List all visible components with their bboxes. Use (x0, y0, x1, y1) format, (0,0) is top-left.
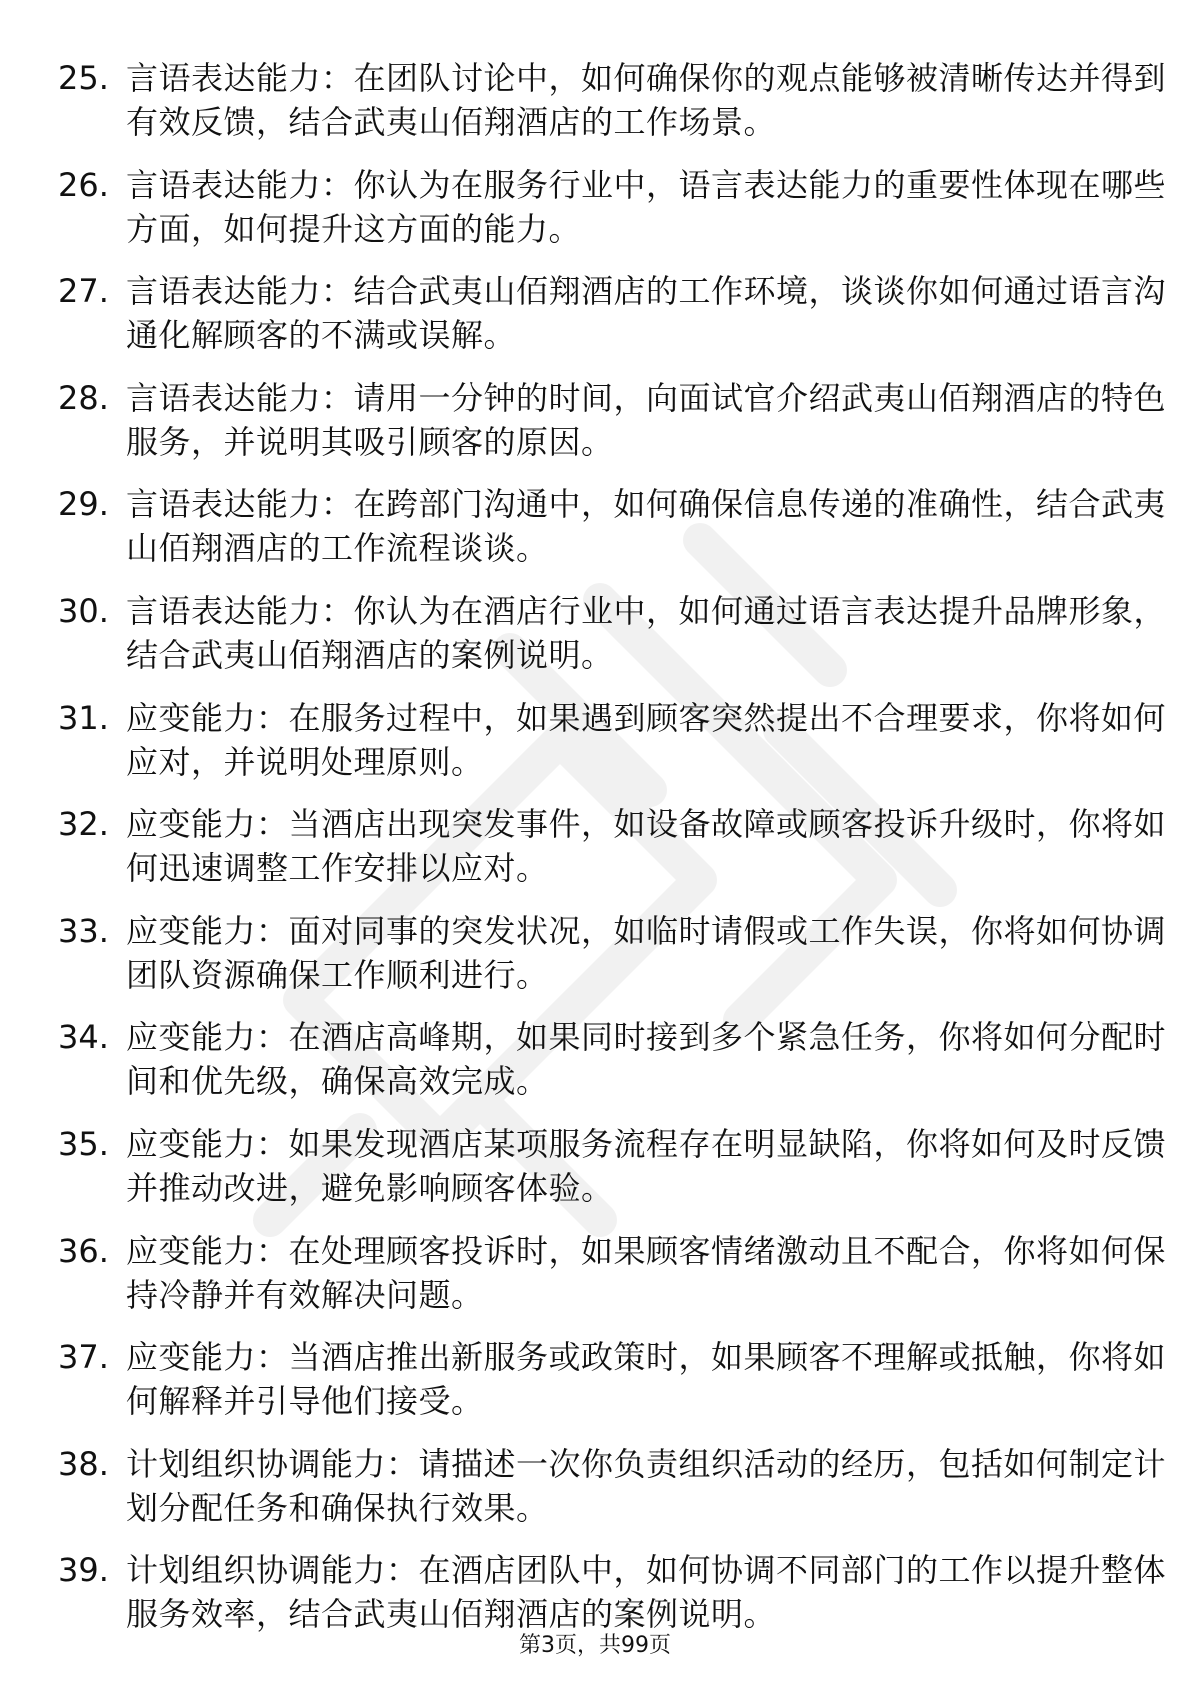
question-item (58, 1335, 1167, 1442)
question-number: 31. (58, 698, 109, 737)
question-item (58, 376, 1167, 483)
question-item (58, 269, 1167, 376)
question-number: 37. (58, 1338, 109, 1377)
question-text: 应变能力：在处理顾客投诉时，如果顾客情绪激动且不配合，你将如何保持冷静并有效解决问题。 (126, 1231, 1167, 1314)
question-number: 38. (58, 1444, 109, 1483)
question-text: 应变能力：当酒店推出新服务或政策时，如果顾客不理解或抵触，你将如何解释并引导他们接受。 (126, 1338, 1167, 1421)
question-text: 言语表达能力：请用一分钟的时间，向面试官介绍武夷山佰翔酒店的特色服务，并说明其吸引顾客的原因。 (126, 378, 1167, 461)
question-item (58, 909, 1167, 1016)
question-number: 39. (58, 1551, 109, 1590)
question-number: 34. (58, 1018, 109, 1057)
question-text: 言语表达能力：在跨部门沟通中，如何确保信息传递的准确性，结合武夷山佰翔酒店的工作流程谈谈。 (126, 485, 1167, 568)
question-number: 26. (58, 165, 109, 204)
question-number: 35. (58, 1124, 109, 1163)
question-text: 言语表达能力：结合武夷山佰翔酒店的工作环境，谈谈你如何通过语言沟通化解顾客的不满或误解。 (126, 272, 1167, 355)
question-item (58, 163, 1167, 270)
question-number: 25. (58, 59, 109, 97)
question-item (58, 482, 1167, 589)
question-item (58, 802, 1167, 909)
question-text: 应变能力：当酒店出现突发事件，如设备故障或顾客投诉升级时，你将如何迅速调整工作安排以应对。 (126, 805, 1167, 888)
question-item (58, 1229, 1167, 1336)
page-number-label: 第3页，共99页 (519, 1633, 671, 1658)
question-number: 28. (58, 378, 109, 417)
question-item (58, 589, 1167, 696)
question-text: 应变能力：在酒店高峰期，如果同时接到多个紧急任务，你将如何分配时间和优先级，确保高效完成。 (126, 1018, 1167, 1101)
question-number: 29. (58, 485, 109, 524)
question-item (58, 1015, 1167, 1122)
question-item (58, 56, 1167, 163)
question-item (58, 1122, 1167, 1229)
question-text: 言语表达能力：你认为在服务行业中，语言表达能力的重要性体现在哪些方面，如何提升这方面的能力。 (126, 165, 1167, 248)
question-number: 33. (58, 911, 109, 950)
question-item (58, 1442, 1167, 1549)
question-number: 30. (58, 591, 109, 630)
question-list (58, 56, 1167, 1655)
question-number: 32. (58, 805, 109, 844)
question-number: 27. (58, 272, 109, 311)
page-footer (0, 1631, 1190, 1661)
question-text: 应变能力：面对同事的突发状况，如临时请假或工作失误，你将如何协调团队资源确保工作顺利进行。 (126, 911, 1167, 994)
question-text: 言语表达能力：你认为在酒店行业中，如何通过语言表达提升品牌形象，结合武夷山佰翔酒店的案例说明。 (126, 591, 1167, 674)
question-item (58, 696, 1167, 803)
question-number: 36. (58, 1231, 109, 1270)
question-text: 计划组织协调能力：请描述一次你负责组织活动的经历，包括如何制定计划分配任务和确保执行效果。 (126, 1444, 1167, 1527)
question-text: 计划组织协调能力：在酒店团队中，如何协调不同部门的工作以提升整体服务效率，结合武夷山佰翔酒店的案例说明。 (126, 1551, 1167, 1634)
question-text: 应变能力：在服务过程中，如果遇到顾客突然提出不合理要求，你将如何应对，并说明处理原则。 (126, 698, 1167, 781)
question-text: 言语表达能力：在团队讨论中，如何确保你的观点能够被清晰传达并得到有效反馈，结合武夷山佰翔酒店的工作场景。 (126, 59, 1167, 141)
question-text: 应变能力：如果发现酒店某项服务流程存在明显缺陷，你将如何及时反馈并推动改进，避免影响顾客体验。 (126, 1124, 1167, 1207)
